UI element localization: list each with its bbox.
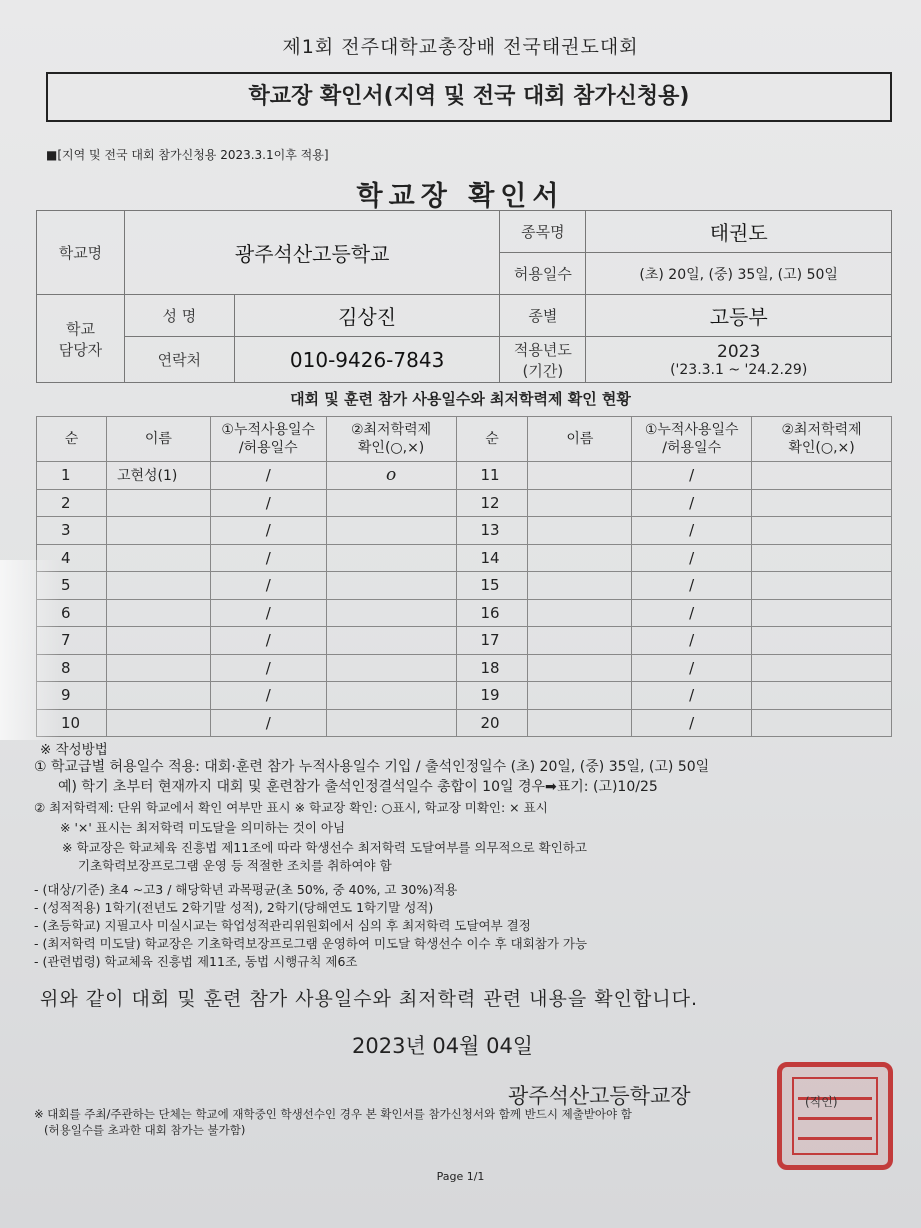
row-min-check [326, 599, 456, 627]
table-row [37, 654, 892, 682]
instruction-line: ① 학교급별 허용일수 적용: 대회·훈련 참가 누적사용일수 기입 / 출석인정일수 (초) 20일, (중) 35일, (고) 50일 [34, 759, 710, 775]
instruction-line: ※ 작성방법 [40, 742, 108, 758]
row-min-check [326, 682, 456, 710]
row-no: 5 [37, 572, 107, 600]
row-min-check [752, 489, 892, 517]
applicability-note: ■[지역 및 전국 대회 참가신청용 2023.3.1이후 적용] [46, 148, 329, 162]
row-min-check [326, 572, 456, 600]
row-no: 14 [456, 544, 528, 572]
row-days: / [632, 462, 752, 490]
instruction-line: - (대상/기준) 초4 ~고3 / 해당학년 과목평균(초 50%, 중 40%, 고 30%)적용 [34, 882, 458, 897]
competition-title: 제1회 전주대학교총장배 전국태권도대회 [282, 36, 639, 58]
row-days: / [632, 489, 752, 517]
row-min-check [326, 517, 456, 545]
header-no-2: 순 [456, 417, 528, 462]
header-no: 순 [37, 417, 107, 462]
row-name [528, 654, 632, 682]
row-no: 19 [456, 682, 528, 710]
row-min-check [752, 462, 892, 490]
allowed-days-value: (초) 20일, (중) 35일, (고) 50일 [586, 253, 892, 295]
row-days: / [632, 544, 752, 572]
row-days: / [210, 682, 326, 710]
header-min-academic-2: ②최저학력제 확인(○,×) [752, 417, 892, 462]
form-banner: 학교장 확인서(지역 및 전국 대회 참가신청용) [46, 72, 892, 122]
row-name [528, 627, 632, 655]
row-name [528, 572, 632, 600]
row-no: 1 [37, 462, 107, 490]
row-days: / [210, 654, 326, 682]
row-name [528, 682, 632, 710]
row-no: 7 [37, 627, 107, 655]
row-days: / [632, 627, 752, 655]
row-min-check [326, 489, 456, 517]
event-value: 태권도 [586, 211, 892, 253]
row-days: / [210, 544, 326, 572]
header-name: 이름 [106, 417, 210, 462]
table-row [37, 572, 892, 600]
year-cell [586, 337, 892, 383]
confirmation-statement: 위와 같이 대회 및 훈련 참가 사용일수와 최저학력 관련 내용을 확인합니다. [40, 988, 699, 1010]
table-row [37, 462, 892, 490]
instruction-line: ※ 학교장은 학교체육 진흥법 제11조에 따라 학생선수 최저학력 도달여부를 의무적으로 확인하고 [62, 840, 587, 855]
principal-name: 광주석산고등학교장 [508, 1084, 691, 1108]
row-no: 6 [37, 599, 107, 627]
row-days: / [632, 709, 752, 737]
row-name [528, 544, 632, 572]
header-days: ①누적사용일수 /허용일수 [210, 417, 326, 462]
row-no: 17 [456, 627, 528, 655]
row-name [106, 627, 210, 655]
table-row [37, 544, 892, 572]
official-seal [777, 1062, 893, 1170]
row-min-check [326, 544, 456, 572]
row-min-check [752, 627, 892, 655]
row-name [106, 709, 210, 737]
row-min-check [752, 654, 892, 682]
row-no: 3 [37, 517, 107, 545]
table-row [37, 709, 892, 737]
row-name [106, 489, 210, 517]
contact-value: 010-9426-7843 [234, 337, 500, 383]
table-header-row [37, 417, 892, 462]
row-name [106, 572, 210, 600]
year-label [500, 337, 586, 383]
year-label-line2: (기간) [522, 361, 564, 380]
table-caption: 대회 및 훈련 참가 사용일수와 최저학력제 확인 현황 [290, 390, 631, 408]
row-min-check [752, 599, 892, 627]
row-name: 고현성(1) [106, 462, 210, 490]
row-min-check: o [326, 462, 456, 490]
category-value: 고등부 [586, 295, 892, 337]
page-number: Page 1/1 [436, 1170, 485, 1183]
period-value: ('23.3.1 ~ '24.2.29) [670, 361, 808, 378]
table-row [37, 627, 892, 655]
instruction-line: - (최저학력 미도달) 학교장은 기초학력보장프로그램 운영하여 미도달 학생선수 이수 후 대회참가 가능 [34, 936, 588, 951]
row-days: / [210, 462, 326, 490]
header-min-academic: ②최저학력제 확인(○,×) [326, 417, 456, 462]
row-days: / [632, 517, 752, 545]
row-no: 15 [456, 572, 528, 600]
school-name-label: 학교명 [37, 211, 125, 295]
row-name [106, 682, 210, 710]
staff-label [37, 295, 125, 383]
row-days: / [632, 572, 752, 600]
row-name [106, 517, 210, 545]
row-no: 11 [456, 462, 528, 490]
row-no: 20 [456, 709, 528, 737]
row-min-check [326, 709, 456, 737]
header-days-2: ①누적사용일수 /허용일수 [632, 417, 752, 462]
row-name [528, 599, 632, 627]
row-min-check [326, 627, 456, 655]
instruction-line: 기초학력보장프로그램 운영 등 적절한 조치를 취하여야 함 [78, 858, 392, 873]
row-name [528, 709, 632, 737]
table-row [37, 599, 892, 627]
table-row [37, 682, 892, 710]
instruction-line: - (관련법령) 학교체육 진흥법 제11조, 동법 시행규칙 제6조 [34, 954, 358, 969]
row-no: 10 [37, 709, 107, 737]
instruction-line: - (성적적용) 1학기(전년도 2학기말 성적), 2학기(당해연도 1학기말 성적) [34, 900, 434, 915]
footnote-2: (허용일수를 초과한 대회 참가는 불가함) [44, 1123, 246, 1137]
row-days: / [210, 517, 326, 545]
table-row [37, 489, 892, 517]
row-days: / [210, 572, 326, 600]
row-name [106, 599, 210, 627]
row-days: / [632, 599, 752, 627]
staff-label-line1: 학교 [65, 319, 95, 338]
row-min-check [752, 682, 892, 710]
row-days: / [210, 599, 326, 627]
staff-name-value: 김상진 [234, 295, 500, 337]
school-info-table [36, 210, 892, 383]
row-days: / [210, 709, 326, 737]
instruction-line: ② 최저학력제: 단위 학교에서 확인 여부만 표시 ※ 학교장 확인: ○표시, 학교장 미확인: × 표시 [34, 800, 548, 815]
row-name [106, 544, 210, 572]
document-title: 학교장 확인서 [356, 181, 565, 212]
row-name [528, 517, 632, 545]
seal-label: (직인) [805, 1095, 838, 1109]
year-label-line1: 적용년도 [513, 340, 572, 359]
row-min-check [752, 517, 892, 545]
row-no: 8 [37, 654, 107, 682]
row-no: 18 [456, 654, 528, 682]
row-min-check [752, 572, 892, 600]
staff-name-label: 성 명 [124, 295, 234, 337]
row-no: 12 [456, 489, 528, 517]
footnote-1: ※ 대회를 주최/주관하는 단체는 학교에 재학중인 학생선수인 경우 본 확인서를 참가신청서와 함께 반드시 제출받아야 함 [34, 1107, 632, 1121]
row-days: / [632, 682, 752, 710]
instruction-line: - (초등학교) 지필고사 미실시교는 학업성적관리위원회에서 심의 후 최저학력 도달여부 결정 [34, 918, 531, 933]
header-name-2: 이름 [528, 417, 632, 462]
issue-date: 2023년 04월 04일 [352, 1034, 534, 1058]
category-label: 종별 [500, 295, 586, 337]
row-no: 16 [456, 599, 528, 627]
instruction-line: ※ '×' 표시는 최저학력 미도달을 의미하는 것이 아님 [60, 820, 346, 835]
row-no: 4 [37, 544, 107, 572]
row-days: / [632, 654, 752, 682]
row-name [106, 654, 210, 682]
instruction-line: 예) 학기 초부터 현재까지 대회 및 훈련참가 출석인정결석일수 총합이 10일 경우➡표기: (고)10/25 [58, 779, 658, 795]
participation-table [36, 416, 892, 737]
school-name-value: 광주석산고등학교 [124, 211, 500, 295]
row-days: / [210, 489, 326, 517]
row-name [528, 489, 632, 517]
row-days: / [210, 627, 326, 655]
row-no: 2 [37, 489, 107, 517]
row-min-check [752, 544, 892, 572]
staff-label-line2: 담당자 [58, 340, 103, 359]
row-name [528, 462, 632, 490]
row-no: 13 [456, 517, 528, 545]
row-no: 9 [37, 682, 107, 710]
row-min-check [752, 709, 892, 737]
event-label: 종목명 [500, 211, 586, 253]
year-value: 2023 [717, 341, 761, 362]
contact-label: 연락처 [124, 337, 234, 383]
table-row [37, 517, 892, 545]
row-min-check [326, 654, 456, 682]
allowed-days-label: 허용일수 [500, 253, 586, 295]
